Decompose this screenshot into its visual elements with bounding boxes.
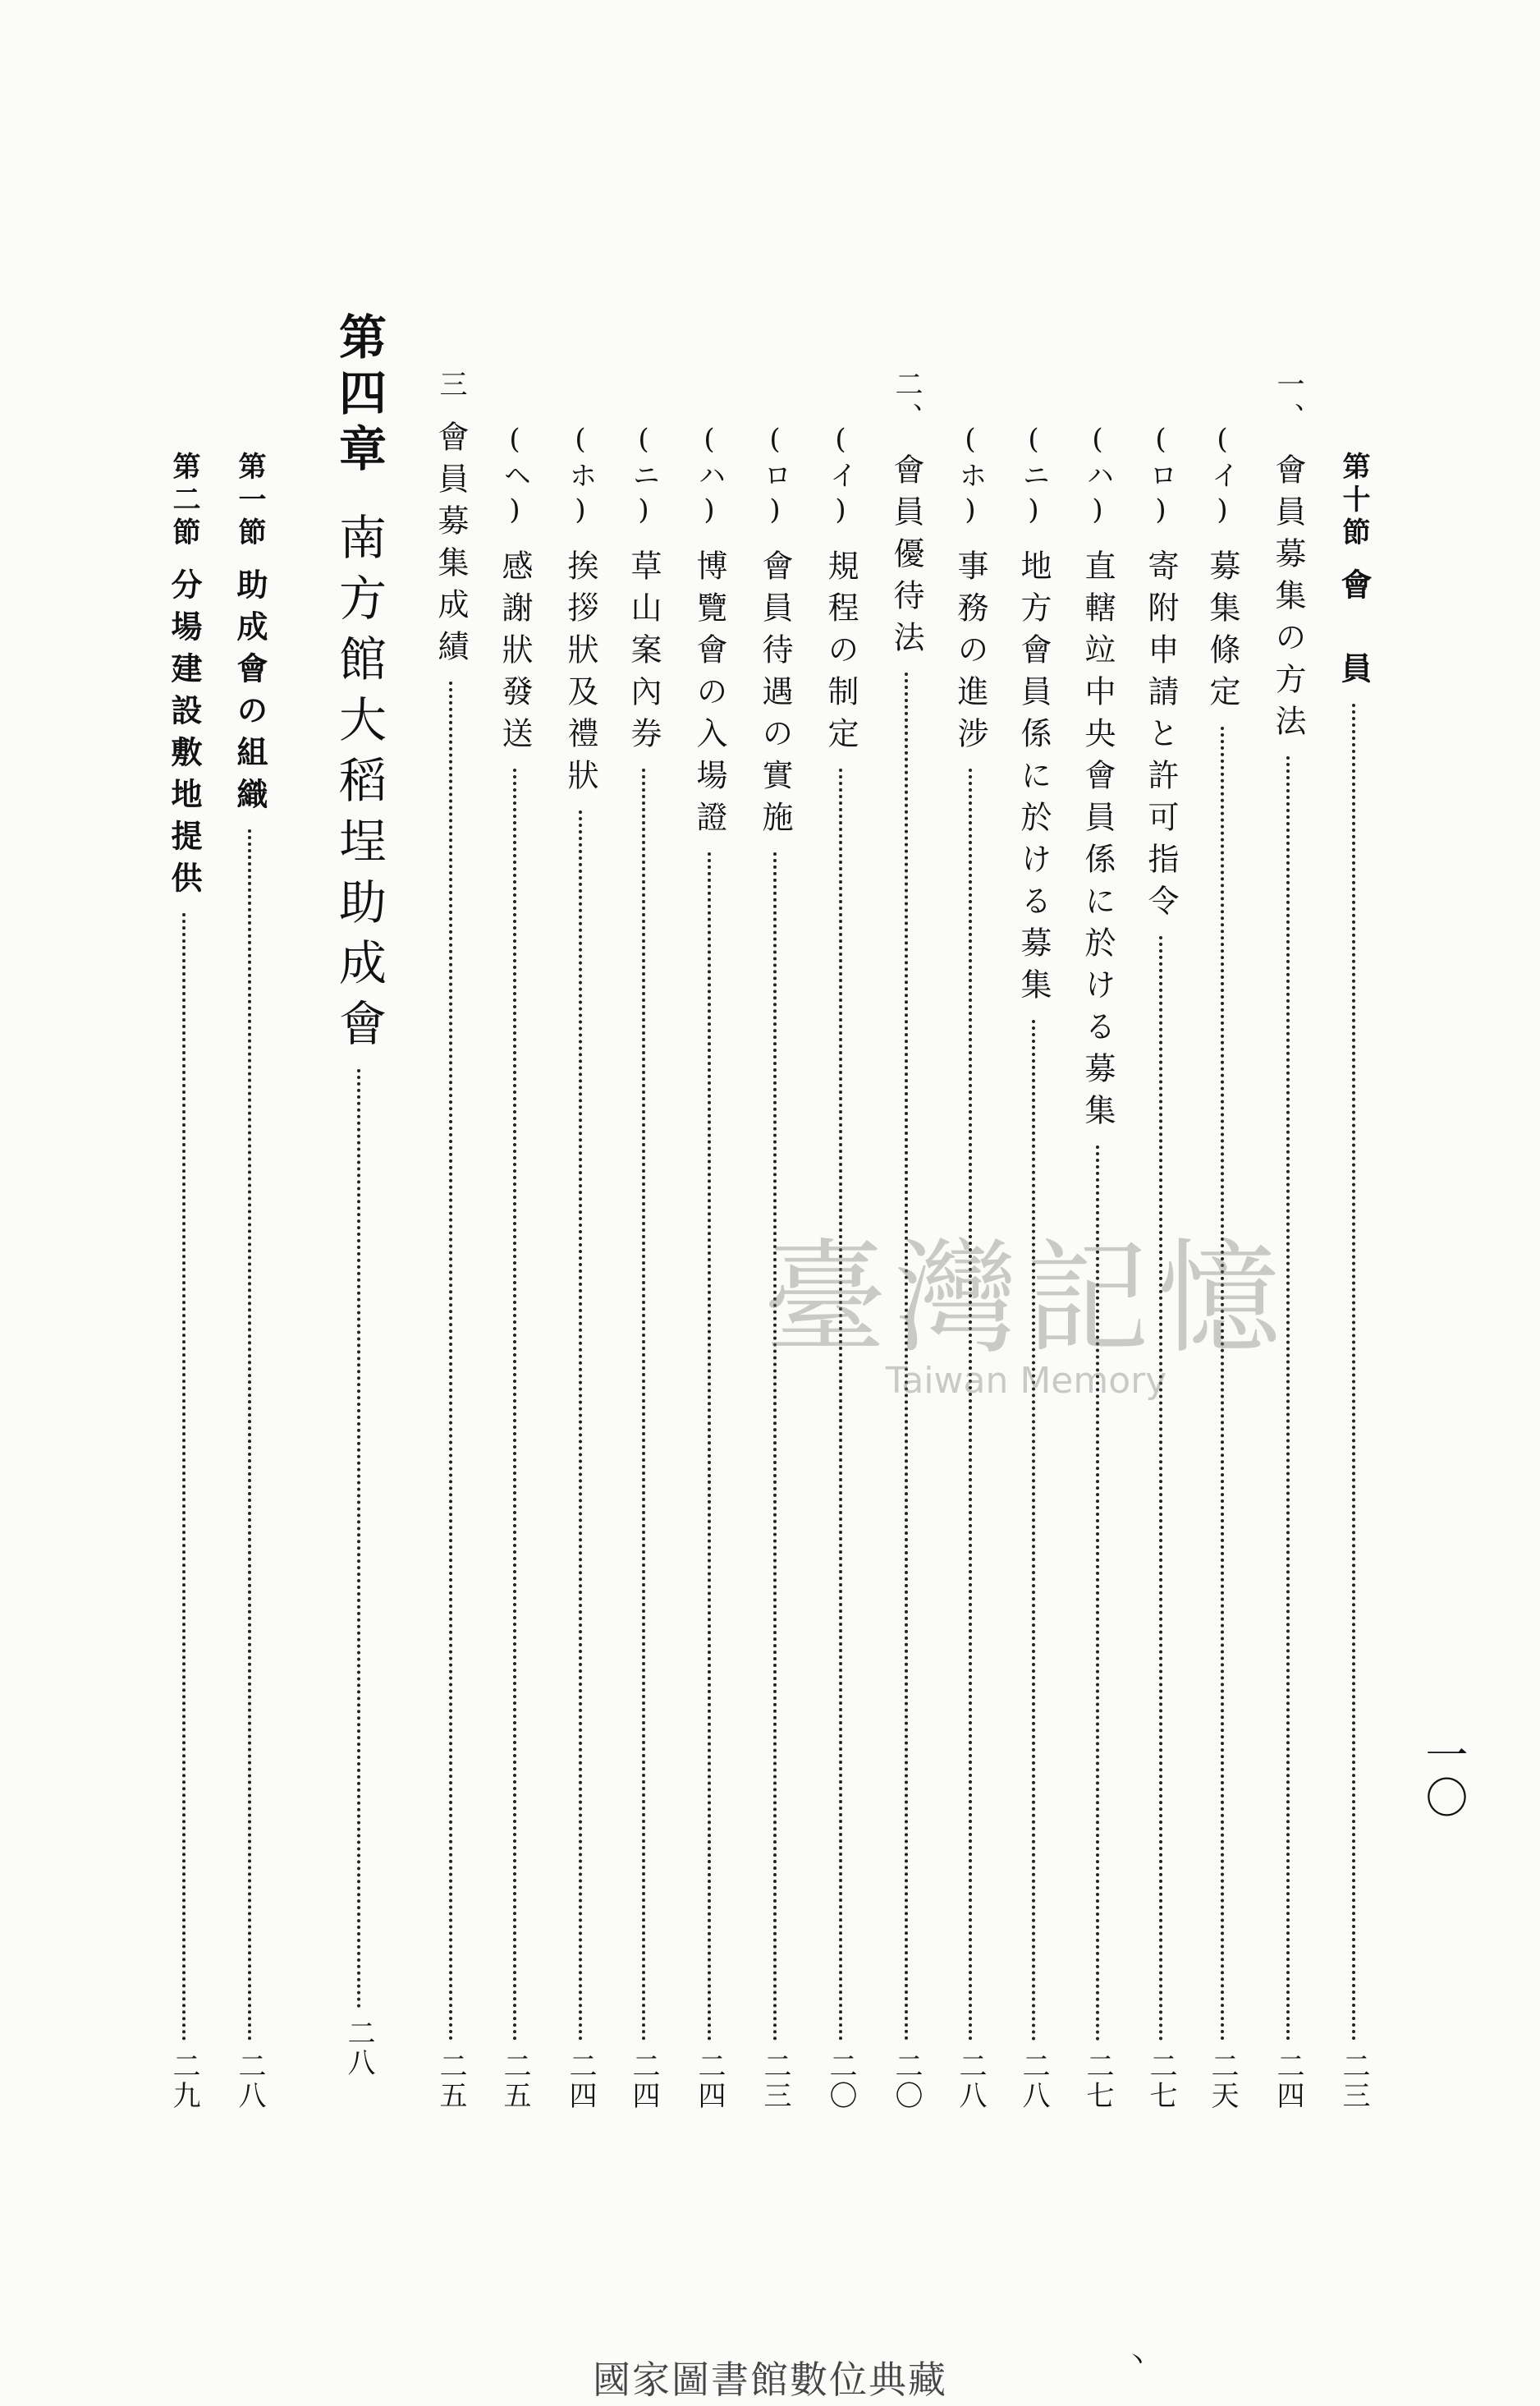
chapter-marker: 第四章: [331, 312, 387, 480]
entry-marker: 第一節: [233, 452, 266, 550]
entry-page-number: 二三: [759, 2051, 791, 2110]
entry-label: 事務の進涉: [952, 549, 988, 759]
entry-marker: (ロ): [1144, 423, 1177, 531]
entry-label: 會員優待法: [888, 453, 924, 663]
entry-label: 草山案內券: [626, 549, 662, 759]
entry-label: 會員募集の方法: [1270, 453, 1306, 746]
toc-entry: [497, 345, 533, 2110]
dot-leader: [1352, 704, 1355, 2041]
entry-label: 挨拶狀及禮狀: [562, 549, 598, 801]
entry-label: 助成會の組織: [231, 568, 268, 820]
entry-page-number: 二〇: [824, 2051, 857, 2110]
entry-marker: 二、: [890, 370, 923, 435]
entry-page-number: 二四: [627, 2051, 660, 2110]
dot-leader: [1096, 1146, 1099, 2041]
dot-leader: [513, 769, 516, 2041]
dot-leader: [1286, 756, 1290, 2041]
entry-marker: 第二節: [167, 452, 200, 550]
entry-marker: (ニ): [627, 423, 660, 531]
toc-entry: [231, 345, 268, 2110]
dot-leader: [708, 852, 711, 2041]
entry-page-number: 二四: [564, 2051, 597, 2110]
entry-page-number: 二五: [434, 2051, 467, 2110]
entry-label: 會員待遇の實施: [757, 549, 793, 843]
entry-marker: (ホ): [954, 423, 987, 531]
entry-marker: (ヘ): [498, 423, 531, 531]
entry-label: 地方會員係に於ける募集: [1015, 549, 1052, 1010]
entry-marker: (ハ): [1081, 423, 1114, 531]
entry-page-number: 二四: [1272, 2051, 1304, 2110]
toc-entry: [433, 345, 469, 2110]
entry-page-number: 二八: [954, 2051, 987, 2110]
watermark-text-cn: 臺灣記憶: [763, 1228, 1290, 1371]
watermark-text-en: Taiwan Memory: [885, 1360, 1167, 1402]
entry-page-number: 二三: [1337, 2051, 1370, 2110]
toc-entry: [1079, 345, 1116, 2110]
toc-entry: [888, 345, 924, 2110]
page-folio-number: 一〇: [1418, 1733, 1467, 1818]
entry-label: 募集條定: [1204, 549, 1240, 717]
toc-entry: [166, 345, 202, 2110]
entry-page-number: 二七: [1081, 2051, 1114, 2110]
toc-entry: [626, 345, 662, 2110]
toc-chapter-entry: [331, 312, 387, 2078]
entry-marker: 一、: [1272, 370, 1304, 435]
dot-leader: [182, 913, 186, 2041]
entry-label: 規程の制定: [823, 549, 859, 759]
entry-label: 直轄竝中央會員係に於ける募集: [1079, 549, 1116, 1136]
toc-entry: [1015, 345, 1052, 2110]
corner-mark: 丶: [1125, 2347, 1149, 2376]
entry-label: 會 員: [1336, 568, 1372, 694]
toc-entry: [1143, 345, 1179, 2110]
toc-entry: [759, 345, 791, 2110]
entry-marker: (ホ): [564, 423, 597, 531]
entry-page-number: 二九: [167, 2051, 200, 2110]
entry-page-number: 二八: [1017, 2051, 1050, 2110]
entry-marker: (ニ): [1017, 423, 1050, 531]
entry-marker: 第十節: [1337, 452, 1370, 550]
entry-label: 寄附申請と許可指令: [1143, 549, 1179, 926]
dot-leader: [969, 769, 972, 2041]
toc-entry: [691, 345, 727, 2110]
entry-marker: 三: [434, 370, 467, 402]
entry-marker: (イ): [1206, 423, 1239, 531]
dot-leader: [1032, 1020, 1035, 2041]
entry-label: 感謝狀發送: [497, 549, 533, 759]
toc-entry: [952, 345, 988, 2110]
entry-marker: (ロ): [759, 423, 791, 531]
entry-page-number: 二八: [233, 2051, 266, 2110]
entry-marker: (ハ): [693, 423, 726, 531]
archive-footer: 國家圖書館數位典藏: [593, 2358, 947, 2402]
toc-entry: [823, 345, 859, 2110]
dot-leader: [248, 829, 251, 2041]
dot-leader: [1221, 727, 1224, 2041]
dot-leader: [642, 769, 645, 2041]
entry-page-number: 二天: [1206, 2051, 1239, 2110]
dot-leader: [449, 682, 452, 2041]
entry-label: 博覽會の入場證: [691, 549, 727, 843]
entry-page-number: 二五: [498, 2051, 531, 2110]
entry-label: 分場建設敷地提供: [166, 568, 202, 903]
dot-leader: [773, 852, 777, 2041]
entry-page-number: 二四: [693, 2051, 726, 2110]
toc-entry: [1204, 345, 1240, 2110]
toc-entry: [1336, 345, 1372, 2110]
dot-leader: [579, 810, 582, 2041]
entry-page-number: 二八: [342, 2018, 375, 2078]
entry-page-number: 二七: [1144, 2051, 1177, 2110]
dot-leader: [905, 673, 908, 2041]
chapter-title: 南方館大稻埕助成會: [331, 512, 387, 1059]
dot-leader: [357, 1069, 360, 2009]
dot-leader: [839, 769, 842, 2041]
dot-leader: [1159, 936, 1162, 2041]
entry-marker: (イ): [824, 423, 857, 531]
entry-label: 會員募集成績: [433, 420, 469, 672]
entry-page-number: 二〇: [890, 2051, 923, 2110]
toc-entry: [1272, 345, 1304, 2110]
toc-entry: [562, 345, 598, 2110]
